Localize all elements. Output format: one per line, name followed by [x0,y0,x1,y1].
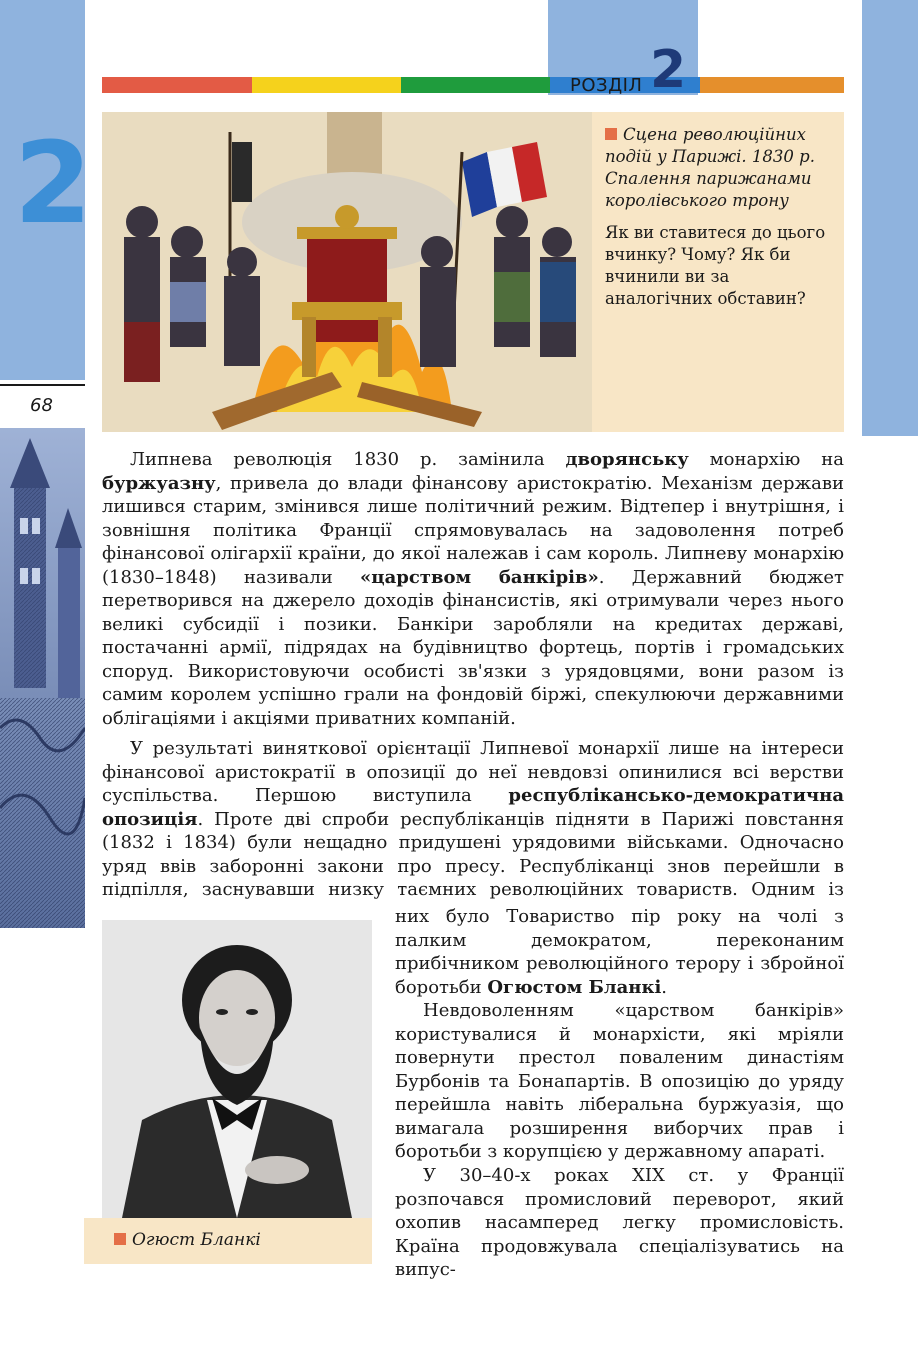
color-stripe [102,77,844,93]
paragraph-2-continued: них було Товариство пір року на чолі з палким демократом, переконаним прибічником революційного терору і збройної боротьби Огюстом Бланкі. [395,906,844,998]
paragraph-4: У 30–40-х роках XIX ст. у Франції розпочався промисловий переворот, який охопив насамперед легку промисловість. Країна продовжувала спеціалізуватись на випус- [395,1165,844,1280]
blanqui-portrait [102,920,372,1218]
paragraph-2: У результаті виняткової орієнтації Липневої монархії лише на інтереси фінансової аристократії в опозиції до неї невдовзі опинилися всі верстви суспільства. Першою виступила республікансько-демократична опозиція. Проте дві спроби республіканців підняти в Парижі повстання (1832 і 1834) були нещадно придушені урядовими військами. Одночасно уряд ввів заборонні закони про пресу. Республіканці знов перейшли в підпілля, заснувавши низку таємних революційних товариств. Одним із [102,738,844,900]
paragraph-3: Невдоволенням «царством банкірів» користувалися й монархісти, які мріяли повернути престол поваленим династіям Бурбонів та Бонапартів. В опозицію до уряду перейшла навіть ліберальна буржуазія, що вимагала розширення виборчих прав і боротьби з корупцією у державному апараті. [395,1000,844,1162]
paragraph-1: Липнева революція 1830 р. замінила дворянську монархію на буржуазну, привела до влади фінансову аристократію. Механізм держави лишився старим, змінився лише політичний режим. Відтепер і внутрішня, і зовнішня політика Франції спрямовувалась на задоволення потреб фінансової олігархії країни, до якої належав і сам король. Липневу монархію (1830–1848) називали «царством банкірів». Державний бюджет перетворився на джерело доходів фінансистів, які отримували через нього великі субсидії і позики. Банкіри заробляли на кредитах державі, постачанні армії, підрядах на будівництво фортець, портів і громадських споруд. Використовуючи особисті зв'язки з урядовцями, вони разом із самим королем успішно грали на фондовій біржі, спекулюючи державними облігаціями і акціями приватних компаній. [102,449,844,729]
top-figure [102,112,844,432]
page-number: 68 [30,395,53,416]
caption-bullet-icon [605,128,617,140]
throne-burning-illustration [102,112,592,432]
caption-bullet-icon [114,1233,126,1245]
portrait-caption: Огюст Бланкі [114,1230,261,1250]
portrait-caption-box [84,1218,372,1264]
top-figure-question: Як ви ставитеся до цього вчинку? Чому? Як би вчинили ви за аналогічних обставин? [605,223,826,308]
chapter-number: 2 [14,119,92,249]
section-label: РОЗДІЛ [570,75,643,96]
right-margin-band [862,0,918,436]
section-number: 2 [650,40,687,100]
side-engraving-strip [0,428,85,928]
top-figure-caption: Сцена революційних подій у Парижі. 1830 р. Спалення парижанами королівського трону [605,125,815,210]
